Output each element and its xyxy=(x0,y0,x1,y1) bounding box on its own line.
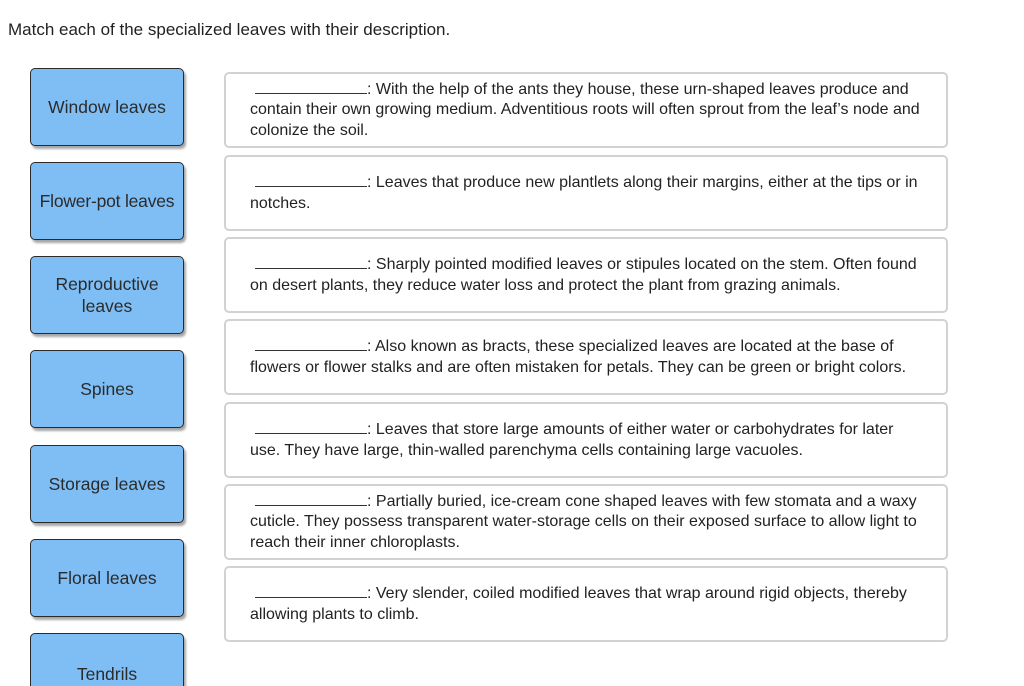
description-text: : Also known as bracts, these specialized leaves are located at the base of flowers or flower stalks and are often mistaken for petals. They can be green or bright colors. xyxy=(250,338,907,376)
answer-blank[interactable] xyxy=(255,583,367,598)
drop-target-6[interactable] xyxy=(224,484,948,560)
choice-storage-leaves[interactable]: Storage leaves xyxy=(30,445,184,523)
drop-target-2[interactable] xyxy=(224,155,948,231)
description-text: : Partially buried, ice-cream cone shaped leaves with few stomata and a waxy cuticle. They possess transparent water-storage cells on their exposed surface to allow light to reach their inner chloroplasts. xyxy=(250,492,917,551)
choice-floral-leaves[interactable]: Floral leaves xyxy=(30,539,184,617)
answer-blank[interactable] xyxy=(255,336,367,351)
drop-target-5[interactable] xyxy=(224,402,948,478)
drop-target-1[interactable] xyxy=(224,72,948,148)
drop-target-7[interactable] xyxy=(224,566,948,642)
choice-tendrils[interactable]: Tendrils xyxy=(30,633,184,686)
choice-flower-pot-leaves[interactable]: Flower-pot leaves xyxy=(30,162,184,240)
description-text: : Very slender, coiled modified leaves that wrap around rigid objects, thereby allowing plants to climb. xyxy=(250,585,907,623)
drop-target-4[interactable] xyxy=(224,319,948,395)
description-text: : Leaves that produce new plantlets along their margins, either at the tips or in notches. xyxy=(250,174,918,212)
description-text: : Leaves that store large amounts of either water or carbohydrates for later use. They have large, thin-walled parenchyma cells containing large vacuoles. xyxy=(250,421,894,459)
description-text: : With the help of the ants they house, these urn-shaped leaves produce and contain their own growing medium. Adventitious roots will often sprout from the leaf’s node and colonize the soil. xyxy=(250,80,920,139)
choice-reproductive-leaves[interactable]: Reproductive leaves xyxy=(30,256,184,334)
answer-blank[interactable] xyxy=(255,172,367,187)
draggable-choices-list xyxy=(30,68,188,686)
instructions-text: Match each of the specialized leaves with their description. xyxy=(8,20,451,39)
answer-blank[interactable] xyxy=(255,79,367,94)
choice-spines[interactable]: Spines xyxy=(30,350,184,428)
description-text: : Sharply pointed modified leaves or stipules located on the stem. Often found on desert plants, they reduce water loss and protect the plant from grazing animals. xyxy=(250,256,917,294)
choice-window-leaves[interactable]: Window leaves xyxy=(30,68,184,146)
answer-blank[interactable] xyxy=(255,491,367,506)
drop-target-3[interactable] xyxy=(224,237,948,313)
answer-blank[interactable] xyxy=(255,254,367,269)
answer-blank[interactable] xyxy=(255,419,367,434)
